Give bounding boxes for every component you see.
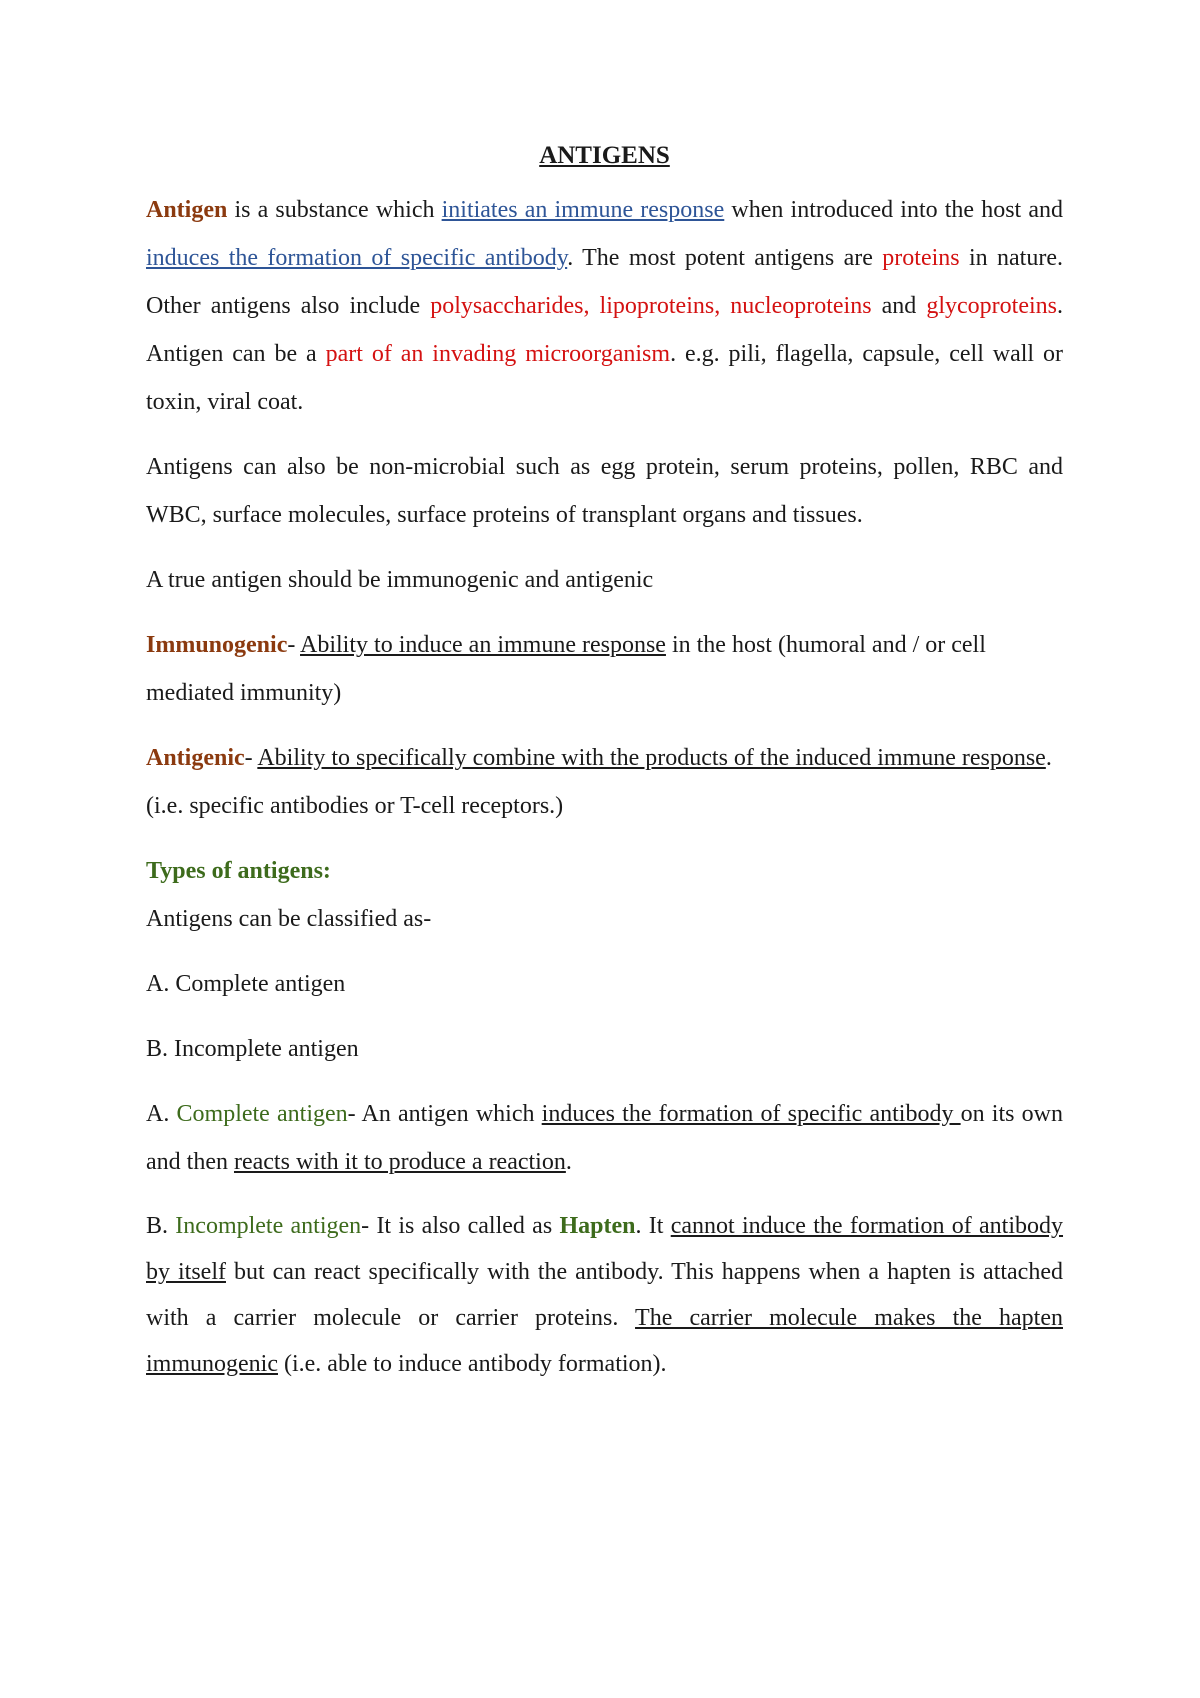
underlined-definition: Ability to induce an immune response — [300, 632, 666, 658]
text-segment: in nature. Other antigens also include — [146, 245, 1063, 319]
antigen-definition-paragraph — [146, 186, 1063, 426]
text-segment: . e.g. pili, flagella, capsule, cell wall or toxin, viral coat. — [146, 341, 1064, 415]
text-segment: B. — [146, 1213, 176, 1239]
text-segment: . Antigen can be a — [146, 293, 1063, 367]
text-segment: - — [244, 745, 258, 771]
underlined-text: cannot induce the formation of antibody by itself — [146, 1213, 1064, 1285]
text-segment: in the host (humoral and / or cell mediated immunity) — [146, 632, 986, 706]
highlight-antigen-classes: polysaccharides, lipoproteins, nucleoproteins — [430, 293, 872, 319]
text-segment: - — [287, 632, 301, 658]
link-initiates-immune-response[interactable]: initiates an immune response — [441, 197, 725, 223]
highlight-invading-microorganism: part of an invading microorganism — [325, 341, 671, 367]
underlined-text: reacts with it to produce a reaction — [233, 1149, 566, 1175]
types-intro: Antigens can be classified as- — [146, 906, 432, 932]
text-segment: . (i.e. specific antibodies or T-cell receptors.) — [146, 745, 1052, 819]
list-item-complete-antigen: A. Complete antigen — [146, 971, 346, 997]
list-item-incomplete-antigen: B. Incomplete antigen — [146, 1036, 359, 1062]
text-segment: on its own and then — [146, 1101, 1063, 1175]
text-segment: . — [565, 1149, 572, 1175]
underlined-text: induces the formation of specific antibody — [541, 1101, 961, 1127]
text-segment: when introduced into the host and — [724, 197, 1063, 223]
complete-antigen-paragraph — [146, 1090, 1063, 1186]
term-antigen: Antigen — [146, 197, 228, 223]
term-complete-antigen: Complete antigen — [176, 1101, 348, 1127]
text-segment: - It is also called as — [361, 1213, 560, 1239]
text-segment: is a substance which — [227, 197, 442, 223]
text-segment: . It — [635, 1213, 671, 1239]
non-microbial-paragraph: Antigens can also be non-microbial such as egg protein, serum proteins, pollen, RBC and WBC, surface molecules, surface proteins of transplant organs and tissues. — [146, 454, 1063, 528]
term-immunogenic: Immunogenic — [146, 632, 288, 658]
text-segment: . The most potent antigens are — [567, 245, 883, 271]
term-antigenic: Antigenic — [146, 745, 245, 771]
underlined-definition: Ability to specifically combine with the products of the induced immune response — [257, 745, 1046, 771]
text-segment: and — [871, 293, 927, 319]
types-heading: Types of antigens: — [146, 858, 331, 884]
text-segment: (i.e. able to induce antibody formation). — [277, 1351, 667, 1377]
page-title: ANTIGENS — [539, 142, 670, 169]
highlight-proteins: proteins — [882, 245, 960, 271]
immunogenic-paragraph — [146, 621, 1063, 717]
antigenic-paragraph — [146, 734, 1063, 830]
term-hapten: Hapten — [559, 1213, 636, 1239]
incomplete-antigen-paragraph — [146, 1203, 1063, 1387]
text-segment: but can react specifically with the antibody. This happens when a hapten is attached with a carrier molecule or carrier proteins. — [146, 1259, 1063, 1331]
underlined-text: The carrier molecule makes the hapten immunogenic — [146, 1305, 1063, 1377]
true-antigen-paragraph: A true antigen should be immunogenic and antigenic — [146, 567, 654, 593]
text-segment: A. — [146, 1101, 177, 1127]
link-induces-antibody-formation[interactable]: induces the formation of specific antibody — [146, 245, 568, 271]
highlight-glycoproteins: glycoproteins — [926, 293, 1057, 319]
text-segment: - An antigen which — [347, 1101, 542, 1127]
term-incomplete-antigen: Incomplete antigen — [175, 1213, 362, 1239]
